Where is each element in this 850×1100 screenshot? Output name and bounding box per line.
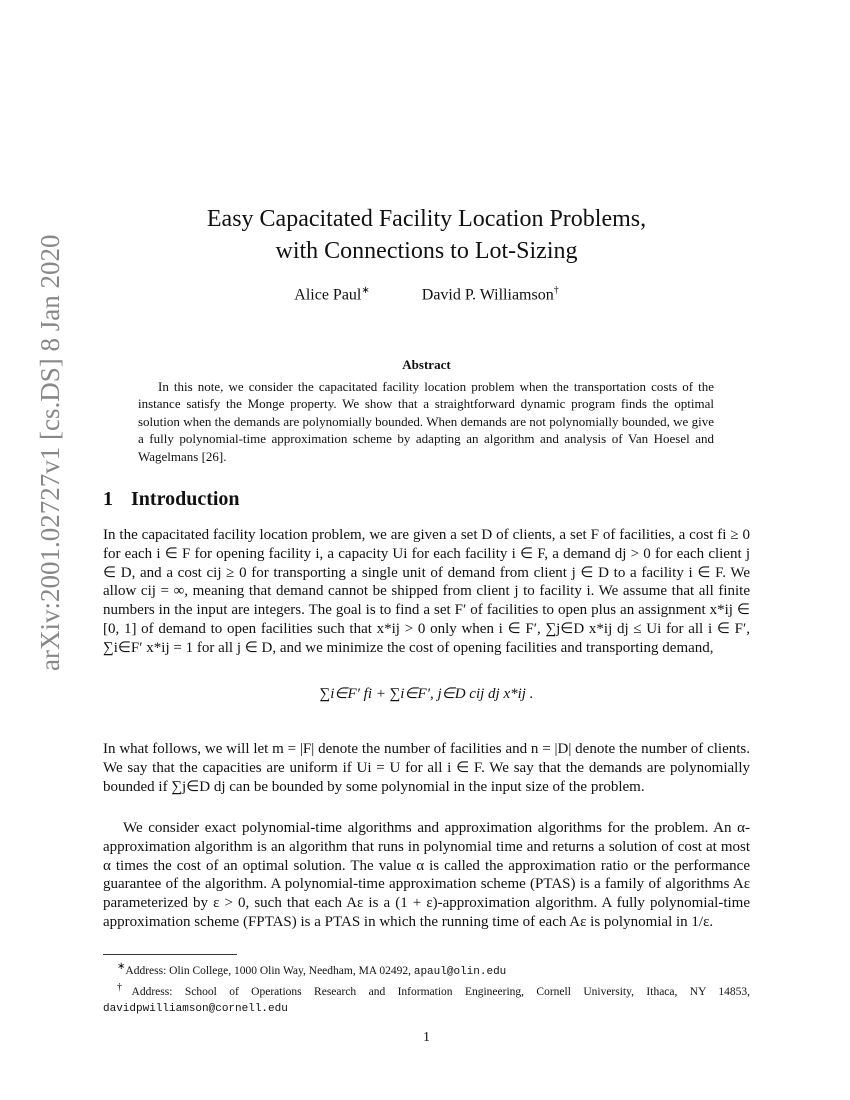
footnotes xyxy=(103,959,750,1017)
section-heading xyxy=(103,488,240,511)
author: David P. Williamson† xyxy=(421,285,559,304)
paragraph-definition: In the capacitated facility location problem, we are given a set D of clients, a set F of facilities, a cost fi ≥ 0 for each i ∈ F for opening facility i, a capacity Ui for each facility i ∈ F, a demand dj > 0 for each client j ∈ D, and a cost cij ≥ 0 for transporting a single unit of demand from client j ∈ D to a facility i ∈ F. We allow cij = ∞, meaning that demand cannot be shipped from client j to facility i. We assume that all finite numbers in the input are integers. The goal is to find a set F′ of facilities to open plus an assignment x*ij ∈ [0, 1] of demand to open facilities such that x*ij > 0 only when i ∈ F′, ∑j∈D x*ij dj ≤ Ui for all i ∈ F′, ∑i∈F′ x*ij = 1 for all j ∈ D, and we minimize the cost of opening facilities and transporting demand, xyxy=(103,527,750,656)
title-line-1: Easy Capacitated Facility Location Problems, xyxy=(206,206,647,232)
footnote: †Address: School of Operations Research and Information Engineering, Cornell University, Ithaca, NY 14853, davidpwilliamson@cornell.edu xyxy=(103,982,750,1015)
paragraph-approximation: We consider exact polynomial-time algorithms and approximation algorithms for the problem. An α-approximation algorithm is an algorithm that runs in polynomial time and returns a solution of cost at most α times the cost of an optimal solution. The value α is called the approximation ratio or the performance guarantee of the algorithm. A polynomial-time approximation scheme (PTAS) is a family of algorithms Aε parameterized by ε > 0, such that each Aε is a (1 + ε)-approximation algorithm. A fully polynomial-time approximation scheme (FPTAS) is a PTAS in which the running time of each Aε is polynomial in 1/ε. xyxy=(103,820,750,930)
author-list xyxy=(103,285,750,304)
abstract-heading: Abstract xyxy=(402,357,451,372)
paragraph-notation: In what follows, we will let m = |F| denote the number of facilities and n = |D| denote the number of clients. We say that the capacities are uniform if Ui = U for all i ∈ F. We say that the demands are polynomially bounded if ∑j∈D dj can be bounded by some polynomial in the input size of the problem. xyxy=(103,741,750,795)
arxiv-identifier: arXiv:2001.02727v1 [cs.DS] 8 Jan 2020 xyxy=(35,234,65,671)
page-number: 1 xyxy=(423,1030,430,1045)
section-number: 1 xyxy=(103,488,113,510)
email-link[interactable]: apaul@olin.edu xyxy=(413,965,507,978)
section-title: Introduction xyxy=(131,488,240,510)
author: Alice Paul∗ xyxy=(294,285,370,304)
objective-equation: ∑i∈F′ fi + ∑i∈F′, j∈D cij dj x*ij . xyxy=(319,686,534,702)
title-line-2: with Connections to Lot-Sizing xyxy=(275,238,578,264)
email-link[interactable]: davidpwilliamson@cornell.edu xyxy=(103,1002,288,1015)
footnote: ∗Address: Olin College, 1000 Olin Way, Needham, MA 02492, apaul@olin.edu xyxy=(117,961,507,978)
paper-title xyxy=(103,203,750,267)
footnote-rule xyxy=(103,954,237,955)
abstract-text: In this note, we consider the capacitated facility location problem when the transportation costs of the instance satisfy the Monge property. We show that a straightforward dynamic program finds the optimal solution when the demands are polynomially bounded. When demands are not polynomially bounded, we give a fully polynomial-time approximation scheme by adapting an algorithm and analysis of Van Hoesel and Wagelmans [26]. xyxy=(138,379,714,464)
